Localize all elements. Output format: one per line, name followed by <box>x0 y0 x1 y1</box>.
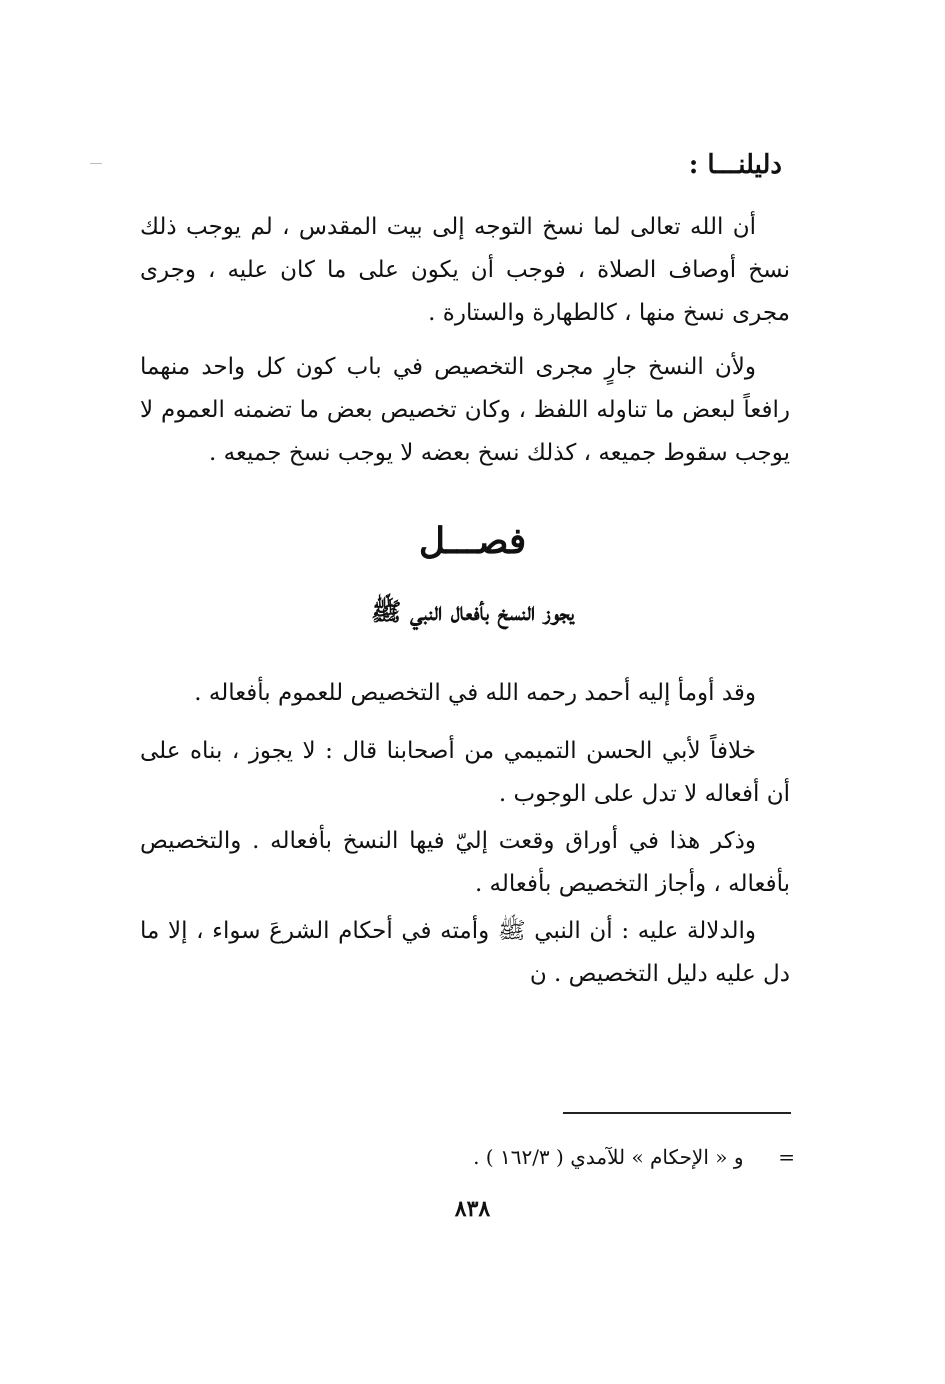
paragraph-text: أن الله تعالى لما نسخ التوجه إلى بيت المقدس ، لم يوجب ذلك نسخ أوصاف الصلاة ، فوجب أن يكون على ما كان عليه ، وجرى مجرى نسخ منها ، كالطهارة والستارة . <box>140 214 790 326</box>
paragraph-text: والدلالة عليه : أن النبي ﷺ وأمته في أحكام الشرعَ سواء ، إلا ما دل عليه دليل التخصيص . ن <box>140 918 790 987</box>
paragraph <box>140 910 790 996</box>
section-heading: دليلنـــا : <box>688 150 782 180</box>
paragraph-text: خلافاً لأبي الحسن التميمي من أصحابنا قال : لا يجوز ، بناه على أن أفعاله لا تدل على الوجوب . <box>140 738 790 807</box>
paragraph <box>140 672 790 715</box>
page-number: ٨٣٨ <box>454 1196 491 1222</box>
paragraph <box>140 206 790 335</box>
section-title: فصـــل <box>418 520 527 562</box>
footnote-marker: = <box>778 1145 795 1169</box>
footnote <box>300 1140 795 1174</box>
footnote-divider <box>563 1112 791 1114</box>
paragraph <box>140 730 790 816</box>
paragraph <box>140 820 790 906</box>
paragraph <box>140 346 790 475</box>
section-subtitle: يجوز النسخ بأفعال النبي ﷺ <box>371 597 574 626</box>
paragraph-text: ولأن النسخ جارٍ مجرى التخصيص في باب كون كل واحد منهما رافعاً لبعض ما تناوله اللفظ ، وكان تخصيص بعض ما تضمنه العموم لا يوجب سقوط جميعه ، كذلك نسخ بعضه لا يوجب نسخ جميعه . <box>140 354 790 466</box>
footnote-text: و « الإحكام » للآمدي ( ١٦٢/٣ ) . <box>473 1145 744 1169</box>
margin-mark <box>90 163 102 164</box>
paragraph-text: وذكر هذا في أوراق وقعت إليّ فيها النسخ بأفعاله . والتخصيص بأفعاله ، وأجاز التخصيص بأفعاله . <box>140 828 790 897</box>
paragraph-text: وقد أومأ إليه أحمد رحمه الله في التخصيص للعموم بأفعاله . <box>194 680 756 706</box>
